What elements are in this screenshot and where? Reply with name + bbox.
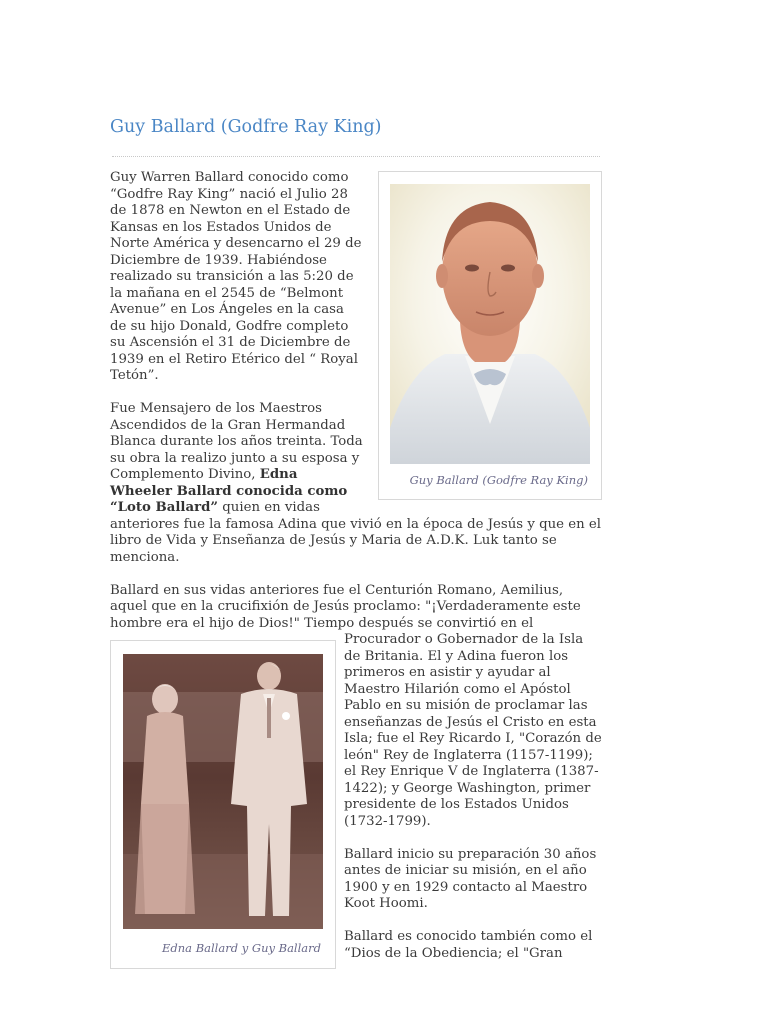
paragraph-2-emphasis: Edna Wheeler Ballard conocida como “Loto Ballard” [110,467,348,515]
page-title: Guy Ballard (Godfre Ray King) [110,117,382,137]
article-body [110,170,602,979]
couple-photo-figure [110,640,336,969]
title-divider [112,156,600,157]
portrait-caption: Guy Ballard (Godfre Ray King) [409,473,588,487]
paragraph-1: Guy Warren Ballard conocido como “Godfre Ray King” nació el Julio 28 de 1878 en Newton en el Estado de Kansas en los Estados Unidos de Norte América y desencarno el 29 de Diciembre de 1939. Habiéndose realizado su transición a las 5:20 de la mañana en el 2545 de “Belmont Avenue” en Los Ángeles en la casa de su hijo Donald, Godfre completo su Ascensión el 31 de Diciembre de 1939 en el Retiro Etérico del “ Royal Tetón”. [110,170,362,383]
edna-and-guy-ballard-photo [123,654,323,929]
couple-photo-caption: Edna Ballard y Guy Ballard [162,941,321,955]
paragraph-2-text-end: quien en vidas anteriores fue la famosa Adina que vivió en la época de Jesús y que en el libro de Vida y Enseñanza de Jesús y Maria de A.D.K. Luk tanto se menciona. [110,500,602,565]
paragraph-3-start: Ballard en sus vidas anteriores fue el Centurión Romano, Aemilius, aquel que en la crucifixión de Jesús proclamo: "¡Verdaderamente este hombre era el hijo de Dios!" Tiempo después se convirtió en el [110,582,581,631]
paragraph-4: Ballard inicio su preparación 30 años antes de iniciar su misión, en el año 1900 y en 1929 contacto al Maestro Koot Hoomi. [344,846,597,911]
document-page [110,0,602,1024]
paragraph-3-end: Procurador o Gobernador de la Isla de Britania. El y Adina fueron los primeros en asistir y ayudar al Maestro Hilarión como el Apóstol Pablo en su misión de proclamar las enseñanzas de Jesús el Cristo en esta Isla; fue el Rey Ricardo I, "Corazón de león" Rey de Inglaterra (1157-1199); el Rey Enrique V de Inglaterra (1387-1422); y George Washington, primer presidente de los Estados Unidos (1732-1799). [344,632,602,829]
guy-ballard-portrait [390,184,590,464]
paragraph-5: Ballard es conocido también como el “Dios de la Obediencia; el "Gran [344,929,593,961]
paragraph-2-text: Fue Mensajero de los Maestros Ascendidos de la Gran Hermandad Blanca durante los años treinta. Toda su obra la realizo junto a su esposa y Complemento Divino, [110,401,363,482]
portrait-figure [378,171,602,500]
